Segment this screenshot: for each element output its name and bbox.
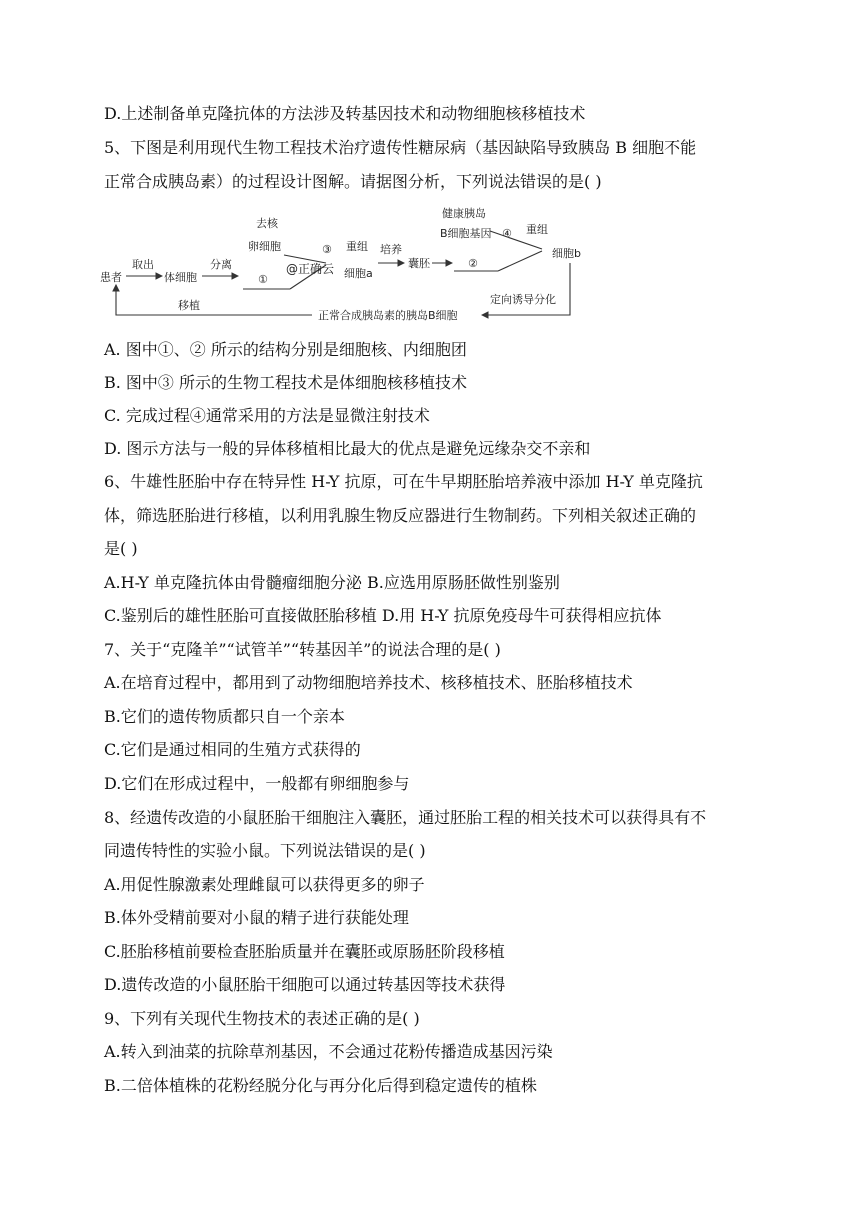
question-8-line-2: 同遗传特性的实验小鼠。下列说法错误的是( ) [104,841,426,860]
option-9a: A.转入到油菜的抗除草剂基因，不会通过花粉传播造成基因污染 [104,1042,553,1061]
recomb-b-1: 重组 [526,223,548,236]
question-7: 7、关于“克隆羊”“试管羊”“转基因羊”的说法合理的是( ) [104,640,501,659]
option-7c: C.它们是通过相同的生殖方式获得的 [104,740,361,759]
question-6-line-3: 是( ) [104,539,138,558]
circle-3: ③ [322,243,332,256]
option-5d: D. 图示方法与一般的异体移植相比最大的优点是避免远缘杂交不亲和 [104,439,591,458]
circle-1: ① [258,273,268,286]
enucleate-label: 去核 [256,217,278,230]
option-5b: B. 图中③ 所示的生物工程技术是体细胞核移植技术 [104,373,468,392]
option-6cd: C.鉴别后的雄性胚胎可直接做胚胎移植 D.用 H-Y 抗原免疫母牛可获得相应抗体 [104,606,662,625]
directed-label: 定向诱导分化 [490,293,556,306]
recomb-a-2: 细胞a [344,267,373,280]
blastocyst-label: 囊胚 [408,257,430,270]
recomb-a-1: 重组 [346,240,368,253]
question-5-line-2: 正常合成胰岛素）的过程设计图解。请据图分析，下列说法错误的是( ) [104,172,602,191]
question-6-line-1: 6、牛雄性胚胎中存在特异性 H-Y 抗原，可在牛早期胚胎培养液中添加 H-Y 单克隆抗 [104,472,703,491]
question-5-line-1: 5、下图是利用现代生物工程技术治疗遗传性糖尿病（基因缺陷导致胰岛 B 细胞不能 [104,138,697,157]
take-out-label: 取出 [132,258,154,271]
circle-2: ② [468,257,478,270]
option-8d: D.遗传改造的小鼠胚胎干细胞可以通过转基因等技术获得 [104,975,506,994]
option-8a: A.用促性腺激素处理雌鼠可以获得更多的卵子 [104,875,425,894]
separate-label: 分离 [210,258,232,271]
option-7d: D.它们在形成过程中，一般都有卵细胞参与 [104,774,410,793]
question-6-line-2: 体，筛选胚胎进行移植，以利用乳腺生物反应器进行生物制药。下列相关叙述正确的 [104,506,697,525]
option-5c: C. 完成过程④通常采用的方法是显微注射技术 [104,406,430,425]
circle-4: ④ [502,227,512,240]
option-8b: B.体外受精前要对小鼠的精子进行获能处理 [104,908,409,927]
healthy-gene-1: 健康胰岛 [442,207,486,220]
option-7a: A.在培育过程中，都用到了动物细胞培养技术、核移植技术、胚胎移植技术 [104,673,633,692]
line-1: D.上述制备单克隆抗体的方法涉及转基因技术和动物细胞核移植技术 [104,104,586,123]
process-diagram [98,203,588,328]
question-9: 9、下列有关现代生物技术的表述正确的是( ) [104,1009,420,1028]
culture-label: 培养 [380,243,402,256]
option-6ab: A.H-Y 单克隆抗体由骨髓瘤细胞分泌 B.应选用原肠胚做性别鉴别 [104,573,560,592]
option-9b: B.二倍体植株的花粉经脱分化与再分化后得到稳定遗传的植株 [104,1076,537,1095]
recomb-b-2: 细胞b [552,247,581,260]
normal-cell-label: 正常合成胰岛素的胰岛B细胞 [318,309,458,322]
egg-cell-label: 卵细胞 [248,240,281,253]
body-cell-label: 体细胞 [164,271,197,284]
watermark: @正确云 [286,262,335,276]
patient-label: 患者 [100,271,122,284]
transplant-label: 移植 [178,299,200,312]
healthy-gene-2: B细胞基因 [440,227,492,240]
merge-lines-2 [490,231,542,271]
question-8-line-1: 8、经遗传改造的小鼠胚胎干细胞注入囊胚，通过胚胎工程的相关技术可以获得具有不 [104,808,707,827]
option-7b: B.它们的遗传物质都只自一个亲本 [104,707,345,726]
option-8c: C.胚胎移植前要检查胚胎质量并在囊胚或原肠胚阶段移植 [104,942,505,961]
option-5a: A. 图中①、② 所示的结构分别是细胞核、内细胞团 [104,340,467,359]
